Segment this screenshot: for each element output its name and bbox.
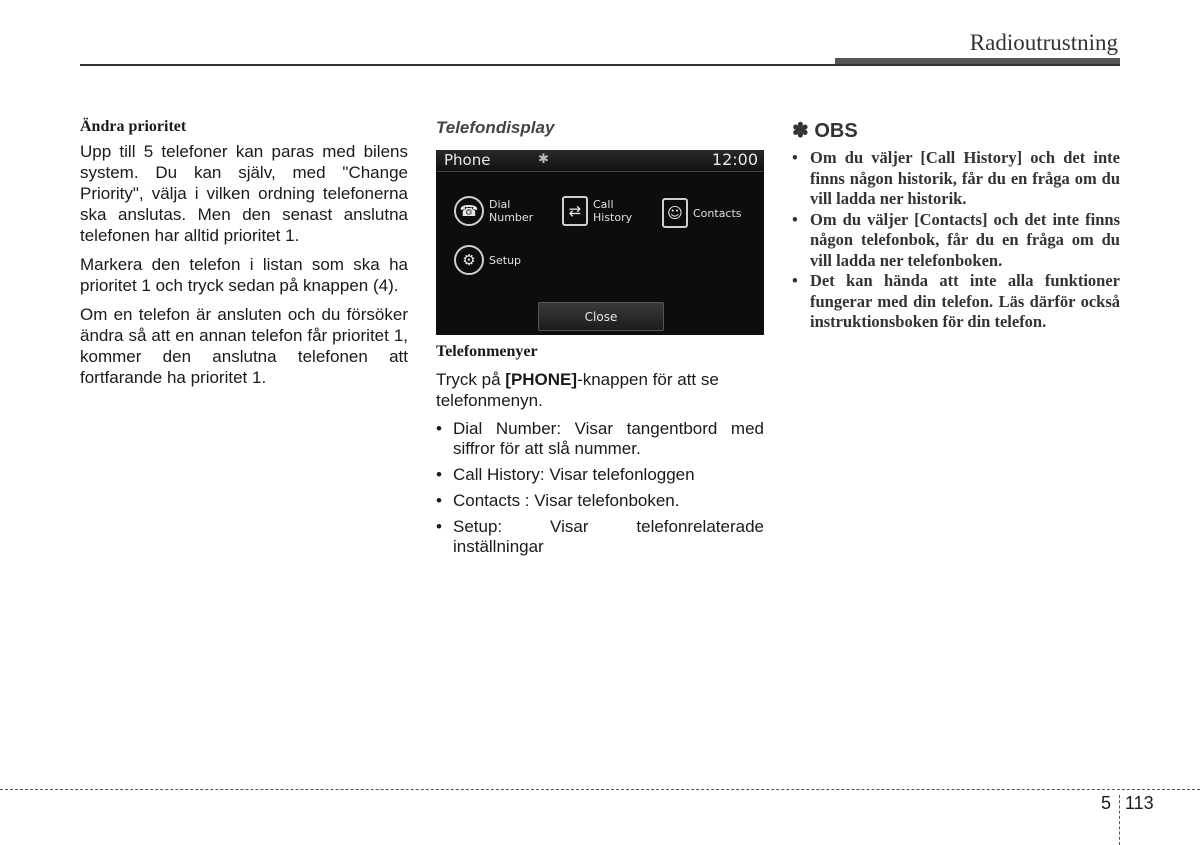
close-button[interactable]: Close [538, 302, 664, 331]
menu-label-line: Call [593, 198, 614, 211]
phone-key-label: [PHONE] [505, 370, 578, 389]
note-title: OBS [814, 120, 858, 142]
bluetooth-icon: ✱ [538, 152, 549, 167]
screen-title: Phone [444, 151, 491, 169]
chapter-number: 5 [1101, 793, 1112, 813]
list-item: • Om du väljer [Call History] och det inte finns någon historik, får du en fråga om du vill ladda ner historik. [792, 148, 1120, 210]
menu-item-call-history[interactable] [562, 196, 632, 226]
menu-label-line: History [593, 211, 633, 224]
list-item: • Om du väljer [Contacts] och det inte finns någon telefonbok, får du en fråga om du vill ladda ner telefonboken. [792, 210, 1120, 272]
right-column [792, 118, 1120, 333]
figure-caption: Telefondisplay [436, 118, 555, 137]
call-history-icon: ⇄ [562, 196, 588, 226]
footer-dotted-divider [1119, 795, 1120, 845]
menu-label-line: Number [489, 211, 534, 224]
menu-description-list [436, 419, 764, 557]
left-column [80, 118, 408, 396]
contacts-icon: ☺ [662, 198, 688, 228]
note-list [792, 148, 1120, 333]
section-subheading: Telefonmenyer [436, 343, 538, 360]
intro-text: -knappen för att se telefonmenyn. [436, 370, 719, 410]
menu-item-dial-number[interactable] [454, 196, 533, 226]
list-item: • Setup: Visar telefonrelaterade inställningar [436, 517, 764, 557]
asterisk-icon: ✽ [792, 120, 809, 142]
intro-paragraph [436, 369, 764, 411]
menu-label-line: Contacts [693, 206, 742, 220]
section-heading: Ändra prioritet [80, 118, 187, 135]
footer-dotted-rule [0, 789, 1200, 790]
list-item: • Det kan hända att inte alla funktioner fungerar med din telefon. Läs därför också instruktionsboken för din telefon. [792, 271, 1120, 333]
header-rule [80, 64, 1120, 66]
list-item: • Contacts : Visar telefonboken. [436, 491, 764, 511]
note-heading [792, 118, 1120, 143]
paragraph: Markera den telefon i listan som ska ha prioritet 1 och tryck sedan på knappen (4). [80, 255, 408, 295]
paragraph: Upp till 5 telefoner kan paras med bilens system. Du kan själv, med "Change Priority", välja i vilken ordning telefonerna ska anslutas. Men den senast anslutna telefonen har alltid prioritet 1. [80, 142, 408, 245]
list-item: • Call History: Visar telefonloggen [436, 465, 764, 485]
menu-label-line: Setup [489, 253, 522, 267]
page-number: 113 [1125, 793, 1154, 813]
screen-status-bar [436, 150, 764, 172]
middle-column [436, 118, 764, 563]
menu-item-contacts[interactable] [662, 198, 742, 228]
screen-clock: 12:00 [711, 150, 758, 169]
list-item: • Dial Number: Visar tangentbord med siffror för att slå nummer. [436, 419, 764, 459]
menu-item-setup[interactable] [454, 245, 521, 275]
phone-display-screenshot [436, 150, 764, 335]
phone-handset-icon: ☎ [454, 196, 484, 226]
intro-text: Tryck på [436, 370, 506, 389]
page-header-title: Radioutrustning [969, 30, 1118, 55]
menu-label-line: Dial [489, 198, 511, 211]
gear-icon: ⚙ [454, 245, 484, 275]
paragraph: Om en telefon är ansluten och du försöker ändra så att en annan telefon får prioritet 1, kommer den anslutna telefonen att fortfarande ha prioritet 1. [80, 305, 408, 387]
